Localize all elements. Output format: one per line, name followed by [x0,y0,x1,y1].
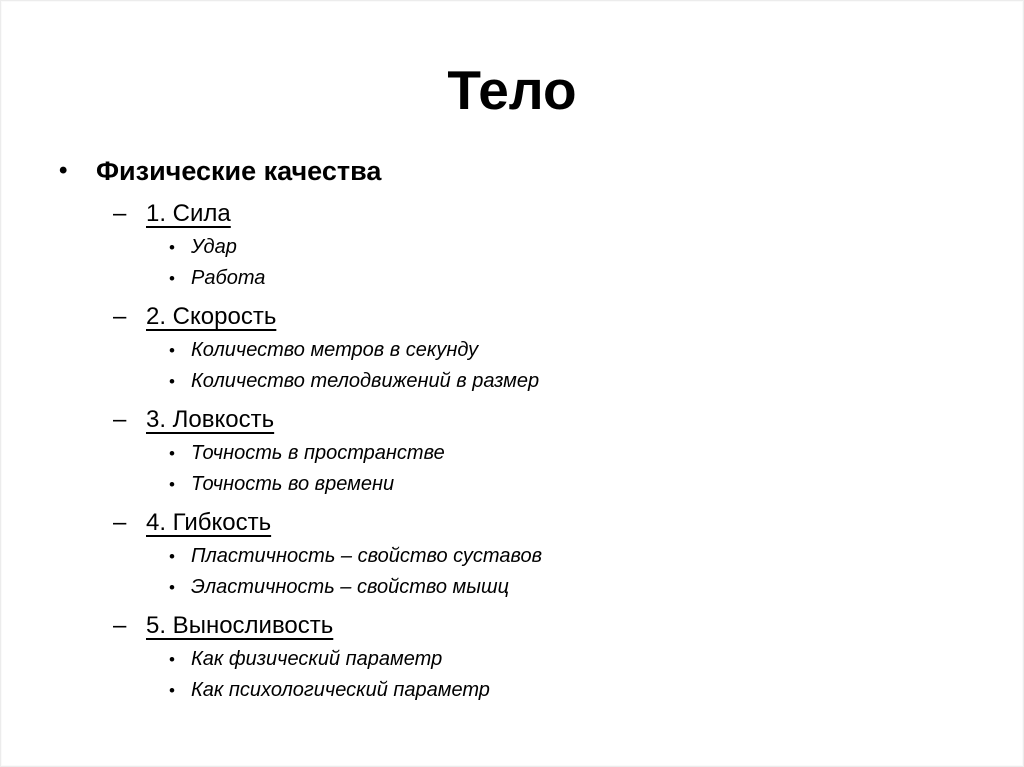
dash-bullet-icon: – [113,302,127,330]
list-item [1,232,1023,263]
list-item [1,469,1023,500]
slide-title: Тело [447,59,577,121]
list-item [1,401,1023,438]
list-item [1,541,1023,572]
list-item [1,366,1023,397]
dash-bullet-icon: – [113,611,127,639]
list-item [1,195,1023,232]
list-item [1,335,1023,366]
list-item-text: 2. Скорость [146,302,277,330]
dot-bullet-icon: • [169,268,175,288]
list-item-text: Физические качества [96,155,382,186]
list-item-text: Эластичность – свойство мышц [191,576,510,598]
dash-bullet-icon: – [113,199,127,227]
list-item-text: 1. Сила [146,199,231,227]
list-item [1,572,1023,603]
list-item-text: 3. Ловкость [146,405,275,433]
list-item-text: 4. Гибкость [146,508,272,536]
dot-bullet-icon: • [169,474,175,494]
list-item [1,607,1023,644]
dot-bullet-icon: • [169,340,175,360]
list-item-text: 5. Выносливость [146,611,334,639]
dot-bullet-icon: • [169,443,175,463]
list-item [1,644,1023,675]
dot-bullet-icon: • [169,680,175,700]
list-item-text: Количество телодвижений в размер [191,370,540,392]
dot-bullet-icon: • [59,157,68,184]
dash-bullet-icon: – [113,405,127,433]
dot-bullet-icon: • [169,649,175,669]
list-item [1,675,1023,706]
dot-bullet-icon: • [169,577,175,597]
dot-bullet-icon: • [169,546,175,566]
list-item [1,263,1023,294]
list-item-text: Точность в пространстве [191,442,445,464]
list-item [1,504,1023,541]
dot-bullet-icon: • [169,237,175,257]
list-item-text: Количество метров в секунду [191,339,479,361]
list-item-text: Пластичность – свойство суставов [191,545,543,567]
list-item-text: Как психологический параметр [191,679,490,701]
list-item-text: Как физический параметр [191,648,443,670]
dash-bullet-icon: – [113,508,127,536]
outline-list [1,151,1023,706]
list-item [1,298,1023,335]
list-item-text: Работа [191,267,266,289]
list-item [1,151,1023,191]
list-item [1,438,1023,469]
list-item-text: Удар [191,236,237,258]
dot-bullet-icon: • [169,371,175,391]
list-item-text: Точность во времени [191,473,395,495]
